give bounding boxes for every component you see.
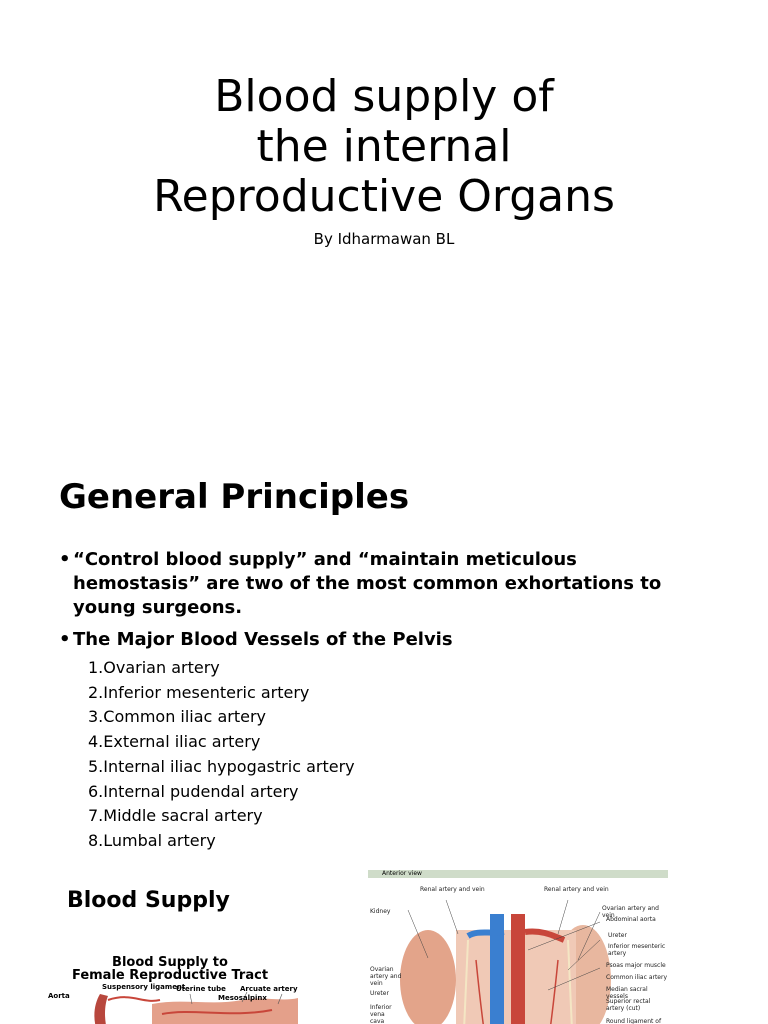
figure-label: Abdominal aorta bbox=[606, 916, 656, 923]
title-slide bbox=[0, 0, 768, 432]
figure-label: Common iliac artery bbox=[606, 974, 668, 981]
vessel-item: 2.Inferior mesenteric artery bbox=[88, 682, 310, 702]
vessel-item: 4.External iliac artery bbox=[88, 732, 261, 752]
vessel-item: 7.Middle sacral artery bbox=[88, 806, 263, 826]
figure-label: Suspensory ligament bbox=[102, 983, 186, 991]
vessel-item: 6.Internal pudendal artery bbox=[88, 781, 299, 801]
bullet-item: • The Major Blood Vessels of the Pelvis bbox=[59, 628, 709, 652]
figure-label: Aorta bbox=[48, 992, 70, 1000]
vessel-item: 1.Ovarian artery bbox=[88, 658, 220, 677]
slide-heading: General Principles bbox=[59, 477, 410, 517]
vessel-item: 3.Common iliac artery bbox=[88, 707, 266, 727]
vessel-item: 5.Internal iliac hypogastric artery bbox=[88, 756, 355, 776]
figure-label: Arcuate artery bbox=[240, 985, 298, 993]
blood-supply-slide bbox=[0, 864, 768, 1024]
figure-caption: Female Reproductive Tract bbox=[71, 968, 269, 983]
bullet-item: • “Control blood supply” and “maintain meticulous hemostasis” are two of the most common exhortations to young surgeons. bbox=[59, 548, 709, 620]
figure-label: Psoas major muscle bbox=[606, 962, 666, 969]
bullet-list bbox=[59, 548, 709, 854]
figure-label: Renal artery and vein bbox=[544, 886, 609, 893]
slide-heading: Blood Supply bbox=[67, 888, 230, 913]
figure-label: Ovarian artery and vein bbox=[602, 905, 659, 919]
figure-label: Superior rectal artery (cut) bbox=[606, 998, 651, 1012]
slide-title: Blood supply of the internal Reproductive Organs bbox=[153, 71, 615, 222]
female-tract-illustration bbox=[42, 954, 298, 1024]
figure-label: Ureter bbox=[608, 932, 627, 939]
figure-label: Median sacral vessels bbox=[606, 986, 648, 1000]
figure-label: Inferior mesenteric artery bbox=[608, 943, 666, 957]
author-byline: By Idharmawan BL bbox=[313, 230, 455, 248]
general-principles-slide bbox=[0, 432, 768, 864]
vessel-list bbox=[88, 656, 709, 854]
figure-label: Kidney bbox=[370, 908, 391, 915]
figure-label: Renal artery and vein bbox=[420, 886, 485, 893]
figure-label: Round ligament of bbox=[606, 1018, 662, 1024]
pelvic-vessels-illustration bbox=[368, 870, 668, 1024]
figure-caption: Blood Supply to bbox=[112, 955, 228, 970]
vessel-item: 8.Lumbal artery bbox=[88, 830, 216, 850]
figure-label: Ovarian artery and vein bbox=[370, 966, 402, 987]
figure-label: Inferior vena cava bbox=[370, 1004, 392, 1024]
figure-label: Uterine tube bbox=[176, 985, 226, 993]
figure-view-label: Anterior view bbox=[382, 870, 422, 877]
figure-label: Ureter bbox=[370, 990, 389, 997]
figure-label: Mesosalpinx bbox=[218, 994, 267, 1002]
